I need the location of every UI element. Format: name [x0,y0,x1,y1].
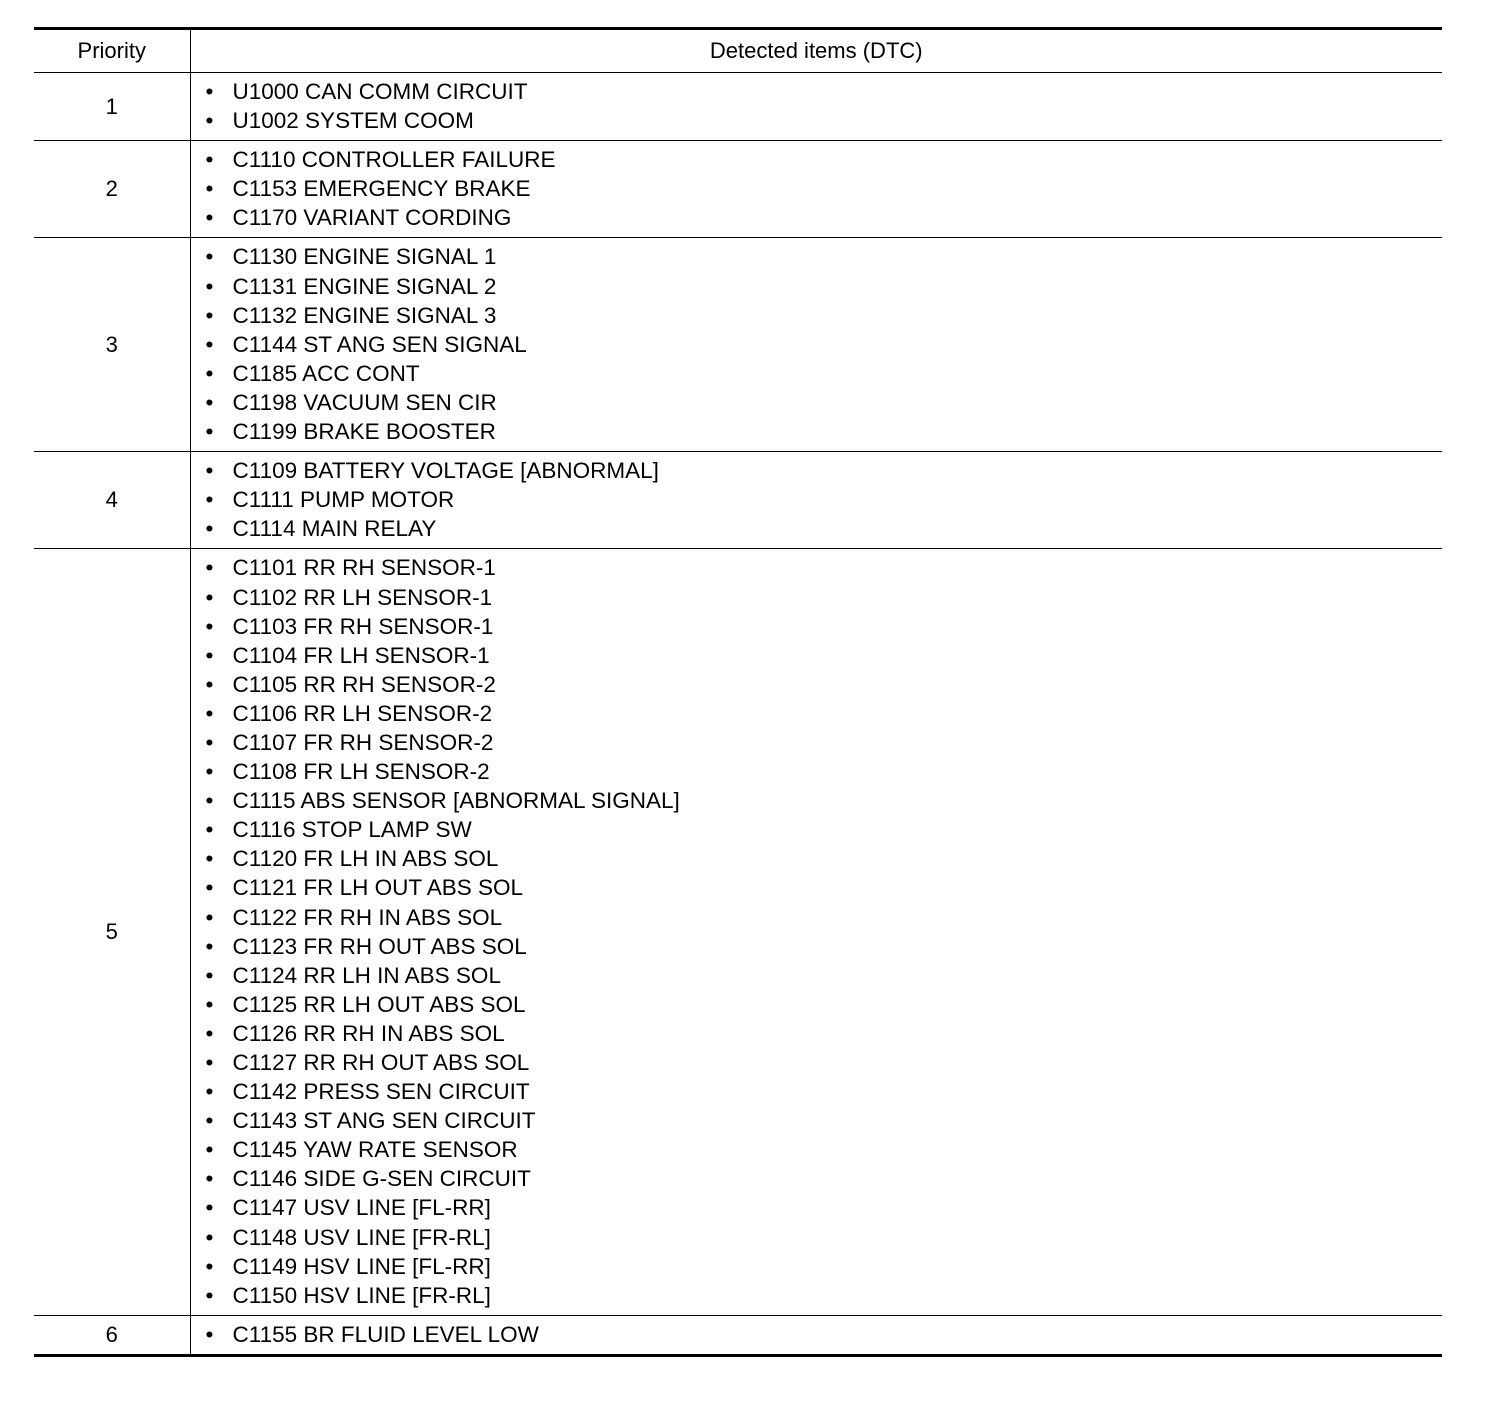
dtc-item: • C1144 ST ANG SEN SIGNAL [191,330,1443,359]
dtc-item: • C1198 VACUUM SEN CIR [191,388,1443,417]
dtc-list [191,549,1443,1314]
priority-cell: 1 [34,73,190,141]
detected-items-cell [190,452,1442,549]
dtc-item: • C1107 FR RH SENSOR-2 [191,728,1443,757]
detected-items-cell [190,238,1442,452]
dtc-item: • C1121 FR LH OUT ABS SOL [191,873,1443,902]
dtc-item: • C1149 HSV LINE [FL-RR] [191,1252,1443,1281]
dtc-item: • C1148 USV LINE [FR-RL] [191,1223,1443,1252]
dtc-item: • C1102 RR LH SENSOR-1 [191,583,1443,612]
dtc-item: • C1130 ENGINE SIGNAL 1 [191,242,1443,271]
table-body [34,73,1442,1356]
dtc-item: • C1142 PRESS SEN CIRCUIT [191,1077,1443,1106]
dtc-item: • C1199 BRAKE BOOSTER [191,417,1443,446]
header-row [34,29,1442,73]
dtc-item: • U1002 SYSTEM COOM [191,106,1443,135]
table-row [34,1315,1442,1355]
dtc-item: • C1126 RR RH IN ABS SOL [191,1019,1443,1048]
detected-items-cell [190,1315,1442,1355]
dtc-item: • C1122 FR RH IN ABS SOL [191,903,1443,932]
dtc-item: • U1000 CAN COMM CIRCUIT [191,77,1443,106]
dtc-item: • C1147 USV LINE [FL-RR] [191,1193,1443,1222]
dtc-item: • C1103 FR RH SENSOR-1 [191,612,1443,641]
dtc-item: • C1104 FR LH SENSOR-1 [191,641,1443,670]
dtc-item: • C1101 RR RH SENSOR-1 [191,553,1443,582]
dtc-item: • C1116 STOP LAMP SW [191,815,1443,844]
dtc-item: • C1131 ENGINE SIGNAL 2 [191,272,1443,301]
detected-items-cell [190,73,1442,141]
dtc-priority-table [34,27,1442,1357]
dtc-item: • C1111 PUMP MOTOR [191,485,1443,514]
table-row [34,141,1442,238]
dtc-item: • C1143 ST ANG SEN CIRCUIT [191,1106,1443,1135]
dtc-item: • C1105 RR RH SENSOR-2 [191,670,1443,699]
dtc-item: • C1125 RR LH OUT ABS SOL [191,990,1443,1019]
dtc-item: • C1109 BATTERY VOLTAGE [ABNORMAL] [191,456,1443,485]
priority-cell: 3 [34,238,190,452]
dtc-item: • C1170 VARIANT CORDING [191,203,1443,232]
dtc-item: • C1106 RR LH SENSOR-2 [191,699,1443,728]
dtc-item: • C1150 HSV LINE [FR-RL] [191,1281,1443,1310]
priority-cell: 6 [34,1315,190,1355]
dtc-item: • C1153 EMERGENCY BRAKE [191,174,1443,203]
detected-items-header: Detected items (DTC) [190,29,1442,73]
dtc-item: • C1155 BR FLUID LEVEL LOW [191,1320,1443,1349]
detected-items-cell [190,141,1442,238]
dtc-item: • C1127 RR RH OUT ABS SOL [191,1048,1443,1077]
dtc-list [191,1316,1443,1354]
priority-header: Priority [34,29,190,73]
priority-cell: 5 [34,549,190,1315]
dtc-item: • C1110 CONTROLLER FAILURE [191,145,1443,174]
dtc-item: • C1120 FR LH IN ABS SOL [191,844,1443,873]
detected-items-cell [190,549,1442,1315]
dtc-item: • C1123 FR RH OUT ABS SOL [191,932,1443,961]
dtc-item: • C1146 SIDE G-SEN CIRCUIT [191,1164,1443,1193]
dtc-item: • C1145 YAW RATE SENSOR [191,1135,1443,1164]
dtc-list [191,452,1443,548]
dtc-item: • C1132 ENGINE SIGNAL 3 [191,301,1443,330]
table-row [34,238,1442,452]
dtc-list [191,73,1443,140]
dtc-item: • C1114 MAIN RELAY [191,514,1443,543]
dtc-item: • C1185 ACC CONT [191,359,1443,388]
dtc-list [191,141,1443,237]
dtc-item: • C1108 FR LH SENSOR-2 [191,757,1443,786]
priority-cell: 4 [34,452,190,549]
dtc-list [191,238,1443,451]
dtc-item: • C1115 ABS SENSOR [ABNORMAL SIGNAL] [191,786,1443,815]
table-row [34,549,1442,1315]
priority-cell: 2 [34,141,190,238]
dtc-item: • C1124 RR LH IN ABS SOL [191,961,1443,990]
table-row [34,452,1442,549]
table-row [34,73,1442,141]
